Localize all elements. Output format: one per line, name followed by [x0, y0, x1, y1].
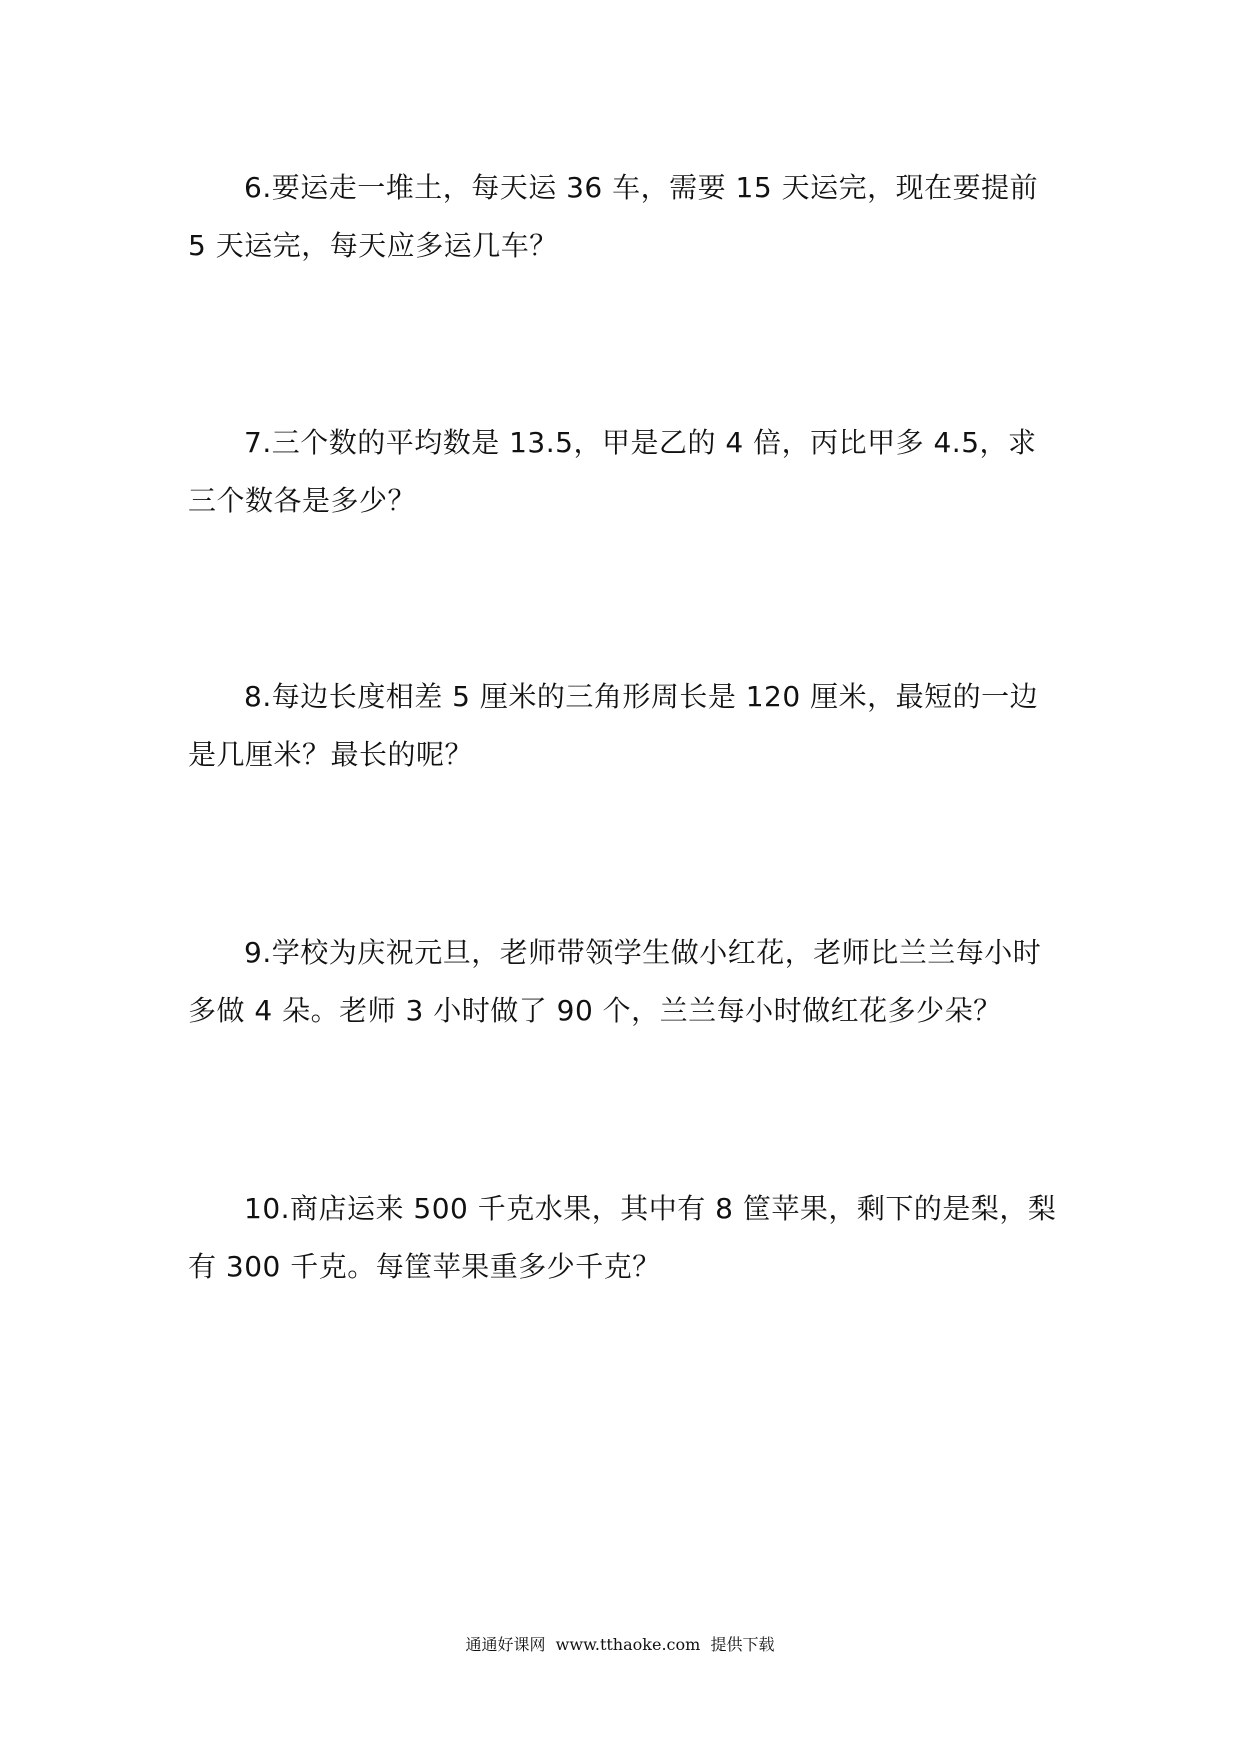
page-footer: 通通好课网 www.tthaoke.com 提供下载 [465, 1635, 775, 1654]
problem-7: 7.三个数的平均数是 13.5，甲是乙的 4 倍，丙比甲多 4.5，求三个数各是多少？ [188, 426, 1037, 517]
problem-9: 9.学校为庆祝元旦，老师带领学生做小红花，老师比兰兰每小时多做 4 朵。老师 3 小时做了 90 个，兰兰每小时做红花多少朵？ [188, 936, 1042, 1027]
problem-6: 6.要运走一堆土，每天运 36 车，需要 15 天运完，现在要提前 5 天运完，每天应多运几车？ [188, 171, 1039, 262]
problem-10: 10.商店运来 500 千克水果，其中有 8 筐苹果，剩下的是梨，梨有 300 千克。每筐苹果重多少千克？ [188, 1192, 1057, 1283]
problem-8: 8.每边长度相差 5 厘米的三角形周长是 120 厘米，最短的一边是几厘米？最长的呢？ [188, 680, 1039, 771]
